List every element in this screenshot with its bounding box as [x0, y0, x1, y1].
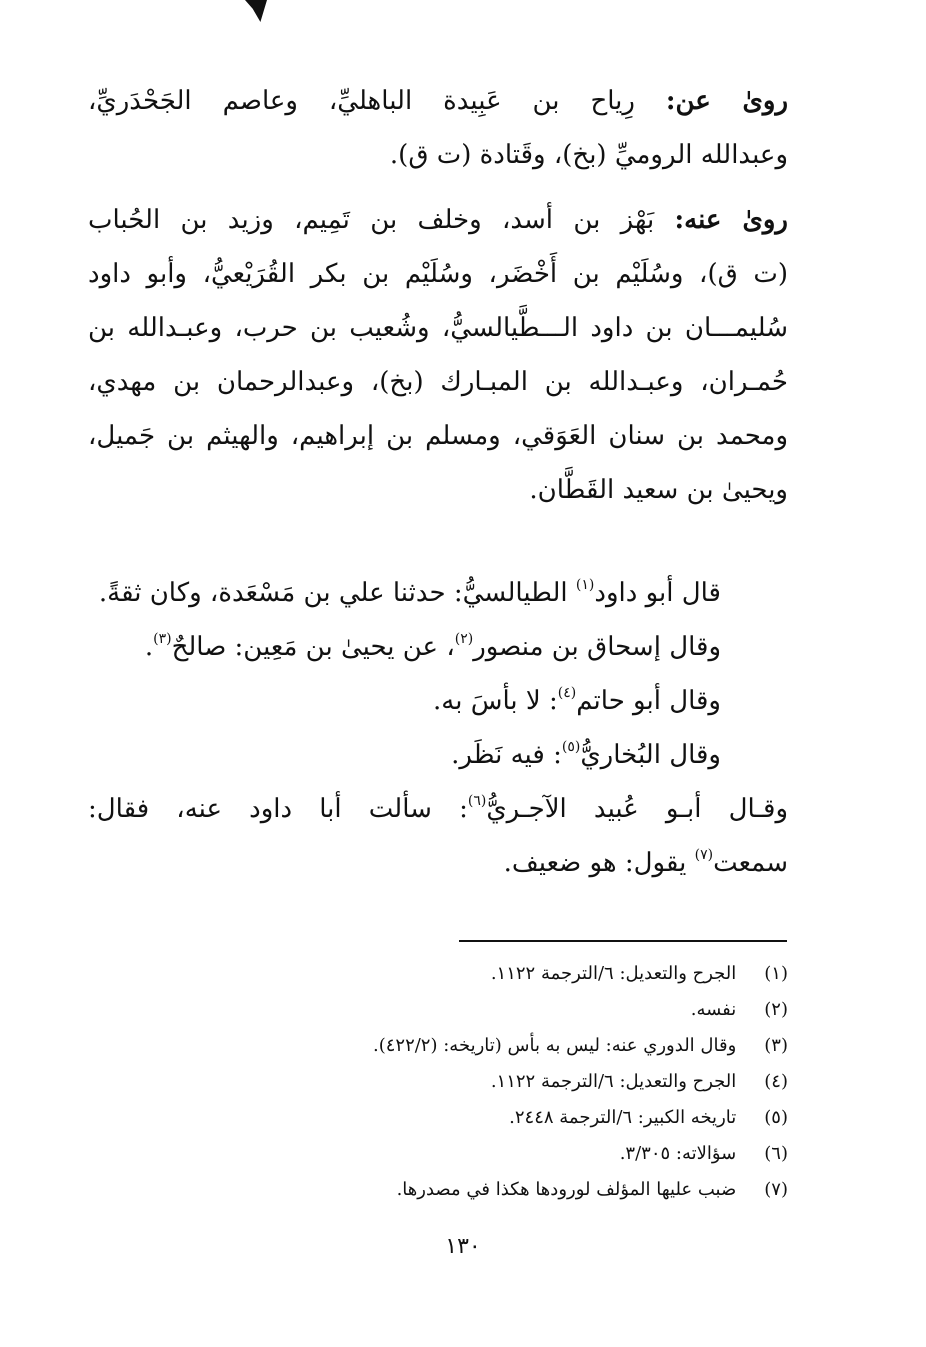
footnote-text: سؤالاته: ٣/٣٠٥.	[619, 1143, 737, 1164]
text-line	[88, 74, 788, 128]
page-number: ١٣٠	[445, 1234, 481, 1259]
footnote-text: نفسه.	[690, 999, 737, 1020]
text-line: ومحمد بن سنان العَوَقي، ومسلم بن إبراهيم، والهيثم بن جَميل،	[88, 421, 788, 451]
footnote-text: ضبب عليها المؤلف لورودها هكذا في مصدرها.	[396, 1179, 737, 1200]
footnote-number: (٧)	[764, 1179, 788, 1200]
quote-text: : فيه نَظَر.	[451, 740, 562, 770]
footnote-ref[interactable]: (٢)	[454, 631, 474, 647]
quote-speaker: وقال أبو حاتم	[576, 686, 721, 716]
narrators-from-paragraph	[88, 74, 788, 182]
footnote-ref[interactable]: (٦)	[467, 793, 487, 809]
text-line-content: بَهْز بن أسد، وخلف بن تَمِيم، وزيد بن الحُباب	[88, 205, 655, 235]
footnote	[88, 1136, 788, 1172]
final-quote-paragraph	[88, 782, 788, 890]
footnote-text: الجرح والتعديل: ٦/الترجمة ١١٢٢.	[490, 1071, 737, 1092]
quote-text: يقول: هو ضعيف.	[503, 848, 695, 878]
footnote-text: وقال الدوري عنه: ليس به بأس (تاريخه: (٤٢٢/٢).	[372, 1035, 737, 1056]
footnote-ref[interactable]: (٤)	[557, 685, 577, 701]
text-line: (ت ق)، وسُلَيْم بن أَخْضَر، وسُلَيْم بن بكر القُرَيْعيُّ، وأبو داود	[88, 259, 788, 289]
narrators-to-label: روىٰ عنه:	[674, 205, 788, 235]
text-line: سُليمـــان بن داود الـــطَّيالسيُّ، وشُعيب بن حرب، وعبـدالله بن	[88, 313, 788, 343]
quote-line	[88, 782, 788, 836]
footnote-separator	[459, 940, 787, 942]
quote-speaker: وقال البُخاريُّ	[580, 740, 721, 770]
quote-text: : لا بأسَ به.	[433, 686, 558, 716]
footnote-number: (١)	[764, 963, 788, 984]
text-line-content: رِياح بن عَبِيدة الباهليِّ، وعاصم الجَحْدَريِّ،	[88, 86, 635, 116]
quote-line	[81, 674, 721, 728]
narrators-to-paragraph	[88, 193, 788, 517]
footnote	[88, 1100, 788, 1136]
text-line: ويحيىٰ بن سعيد القَطَّان.	[529, 475, 788, 505]
quote-speaker: سمعت	[713, 848, 788, 878]
quote-text: الطيالسيُّ: حدثنا علي بن مَسْعَدة، وكان ثقةً.	[98, 578, 576, 608]
footnote	[88, 956, 788, 992]
quote-speaker: قال أبو داود	[594, 578, 721, 608]
footnote	[88, 1028, 788, 1064]
footnote-number: (٦)	[764, 1143, 788, 1164]
footnote	[88, 1064, 788, 1100]
footnote-number: (٤)	[764, 1071, 788, 1092]
footnote-number: (٥)	[764, 1107, 788, 1128]
footnote-ref[interactable]: (٥)	[561, 739, 581, 755]
text-line	[88, 193, 788, 247]
footnotes	[88, 956, 788, 1208]
quote-text: ، عن يحيىٰ بن مَعِين: صالحٌ	[171, 632, 455, 662]
quotes-section	[81, 566, 721, 782]
quote-line	[88, 836, 788, 890]
quote-text: : سألت أبا داود عنه، فقال:	[88, 794, 468, 824]
footnote	[88, 1172, 788, 1208]
text-line: حُمـران، وعبـدالله بن المبـارك (بخ)، وعبدالرحمان بن مهدي،	[88, 367, 788, 397]
quote-text: .	[144, 632, 154, 662]
narrators-from-label: روىٰ عن:	[665, 86, 788, 116]
footnote-number: (٣)	[764, 1035, 788, 1056]
footnote	[88, 992, 788, 1028]
scan-ink-mark	[245, 0, 267, 22]
footnote-ref[interactable]: (٧)	[694, 847, 714, 863]
quote-line	[81, 620, 721, 674]
quote-speaker: وقـال أبـو عُبيد الآجـريُّ	[486, 794, 788, 824]
quote-speaker: وقال إسحاق بن منصور	[473, 632, 721, 662]
footnote-ref[interactable]: (٣)	[153, 631, 172, 647]
footnote-text: الجرح والتعديل: ٦/الترجمة ١١٢٢.	[490, 963, 737, 984]
quote-line	[81, 728, 721, 782]
text-line: وعبدالله الروميِّ (بخ)، وقَتادة (ت ق).	[389, 140, 788, 170]
footnote-number: (٢)	[764, 999, 788, 1020]
quote-line	[81, 566, 721, 620]
footnote-text: تاريخه الكبير: ٦/الترجمة ٢٤٤٨.	[509, 1107, 737, 1128]
footnote-ref[interactable]: (١)	[575, 577, 595, 593]
